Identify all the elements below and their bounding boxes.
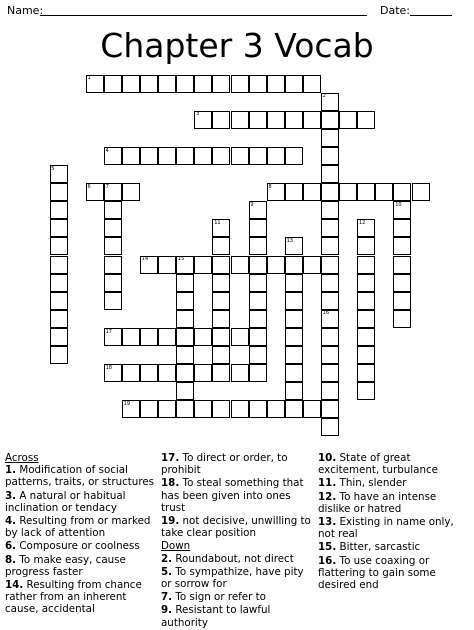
grid-cell[interactable] <box>321 165 339 183</box>
grid-cell[interactable] <box>321 382 339 400</box>
grid-cell[interactable] <box>122 183 140 201</box>
clue-number: 17. <box>161 452 180 464</box>
grid-cell[interactable] <box>176 75 194 93</box>
grid-cell[interactable] <box>50 219 68 237</box>
grid-cell[interactable] <box>249 75 267 93</box>
grid-number-label: 8 <box>268 183 272 190</box>
grid-cell[interactable] <box>104 219 122 237</box>
grid-cell[interactable] <box>104 274 122 292</box>
grid-cell[interactable] <box>249 237 267 255</box>
grid-cell[interactable] <box>321 201 339 219</box>
grid-cell[interactable] <box>285 382 303 400</box>
clue-text: To use coaxing or flattering to gain some desired end <box>318 554 436 592</box>
grid-cell[interactable] <box>176 382 194 400</box>
grid-cell[interactable] <box>285 292 303 310</box>
clue-text: State of great excitement, turbulance <box>318 452 438 477</box>
grid-cell[interactable] <box>249 274 267 292</box>
across-clue <box>161 515 315 539</box>
grid-cell[interactable] <box>321 237 339 255</box>
grid-cell[interactable] <box>140 147 158 165</box>
down-clue <box>318 541 470 553</box>
clue-text: Resistant to lawful authority <box>161 604 271 629</box>
clue-text: Composure or coolness <box>16 540 140 553</box>
grid-cell[interactable] <box>194 328 212 346</box>
grid-cell[interactable] <box>285 147 303 165</box>
grid-cell[interactable] <box>303 183 321 201</box>
grid-number-label: 10 <box>395 201 402 208</box>
clue-number: 13. <box>318 516 337 529</box>
grid-cell[interactable] <box>231 256 249 274</box>
grid-cell[interactable] <box>231 328 249 346</box>
grid-cell[interactable] <box>285 310 303 328</box>
across-clue <box>5 579 157 616</box>
grid-cell[interactable] <box>212 328 230 346</box>
grid-cell[interactable] <box>285 75 303 93</box>
grid-number-label: 9 <box>250 201 254 208</box>
grid-cell[interactable] <box>339 183 357 201</box>
grid-cell[interactable] <box>357 364 375 382</box>
grid-cell[interactable] <box>357 237 375 255</box>
clue-text: To have an intense dislike or hatred <box>318 490 437 515</box>
grid-cell[interactable] <box>321 111 339 129</box>
grid-cell[interactable] <box>176 310 194 328</box>
grid-cell[interactable] <box>267 256 285 274</box>
grid-number-label: 11 <box>214 219 221 226</box>
grid-cell[interactable] <box>357 328 375 346</box>
grid-cell[interactable] <box>285 328 303 346</box>
grid-cell[interactable] <box>393 237 411 255</box>
clue-number: 4. <box>5 515 17 528</box>
clue-number: 7. <box>161 591 173 604</box>
grid-cell[interactable] <box>176 292 194 310</box>
grid-number-label: 6 <box>87 183 91 190</box>
grid-cell[interactable] <box>249 256 267 274</box>
grid-cell[interactable] <box>194 256 212 274</box>
down-clue <box>161 553 315 565</box>
across-clue <box>5 515 157 539</box>
grid-cell[interactable] <box>212 346 230 364</box>
clue-text: Roundabout, not direct <box>172 552 294 565</box>
grid-cell[interactable] <box>158 400 176 418</box>
across-heading: Across <box>5 452 39 464</box>
grid-cell[interactable] <box>212 75 230 93</box>
grid-cell[interactable] <box>104 237 122 255</box>
across-clue <box>5 490 157 514</box>
grid-cell[interactable] <box>375 183 393 201</box>
down-clue <box>318 452 470 476</box>
grid-cell[interactable] <box>50 237 68 255</box>
grid-cell[interactable] <box>339 111 357 129</box>
grid-cell[interactable] <box>249 364 267 382</box>
grid-cell[interactable] <box>285 183 303 201</box>
across-clue <box>5 464 157 488</box>
grid-cell[interactable] <box>393 219 411 237</box>
grid-cell[interactable] <box>357 183 375 201</box>
clue-text: To direct or order, to prohibit <box>161 452 288 477</box>
down-clue <box>318 555 470 592</box>
clue-number: 11. <box>318 477 337 490</box>
clue-number: 3. <box>5 489 17 502</box>
down-clue-list-continued <box>318 452 470 591</box>
grid-cell[interactable] <box>393 256 411 274</box>
grid-cell[interactable] <box>249 328 267 346</box>
clues-column-middle <box>161 452 315 630</box>
clue-number: 6. <box>5 540 17 553</box>
grid-cell[interactable] <box>104 75 122 93</box>
page-title: Chapter 3 Vocab <box>100 26 374 65</box>
down-clue <box>161 591 315 603</box>
clue-number: 14. <box>5 579 24 592</box>
grid-cell[interactable] <box>50 292 68 310</box>
grid-cell[interactable] <box>212 310 230 328</box>
grid-cell[interactable] <box>176 328 194 346</box>
grid-cell[interactable] <box>249 111 267 129</box>
grid-cell[interactable] <box>321 292 339 310</box>
clue-number: 18. <box>161 477 180 490</box>
clue-text: Bitter, sarcastic <box>336 541 421 554</box>
grid-cell[interactable] <box>50 328 68 346</box>
grid-cell[interactable] <box>50 256 68 274</box>
grid-cell[interactable] <box>122 147 140 165</box>
clue-number: 9. <box>161 604 173 617</box>
grid-cell[interactable] <box>321 364 339 382</box>
grid-cell[interactable] <box>104 201 122 219</box>
grid-cell[interactable] <box>285 256 303 274</box>
grid-cell[interactable] <box>212 400 230 418</box>
grid-cell[interactable] <box>321 328 339 346</box>
grid-cell[interactable] <box>231 111 249 129</box>
grid-cell[interactable] <box>122 328 140 346</box>
clue-text: To sign or refer to <box>172 591 266 604</box>
grid-cell[interactable] <box>393 274 411 292</box>
grid-cell[interactable] <box>357 292 375 310</box>
grid-cell[interactable] <box>231 75 249 93</box>
grid-number-label: 13 <box>286 238 293 244</box>
grid-number-label: 5 <box>51 165 55 172</box>
grid-cell[interactable] <box>212 111 230 129</box>
clue-text: To steal something that has been given into ones trust <box>161 477 304 514</box>
clue-text: To make easy, cause progress faster <box>5 553 126 578</box>
grid-cell[interactable] <box>249 292 267 310</box>
grid-cell[interactable] <box>393 183 411 201</box>
grid-cell[interactable] <box>321 418 339 436</box>
grid-cell[interactable] <box>357 310 375 328</box>
grid-cell[interactable] <box>321 183 339 201</box>
grid-cell[interactable] <box>357 382 375 400</box>
grid-cell[interactable] <box>249 400 267 418</box>
grid-cell[interactable] <box>285 346 303 364</box>
grid-number-label: 18 <box>105 364 112 371</box>
grid-number-label: 3 <box>196 111 200 118</box>
grid-cell[interactable] <box>50 274 68 292</box>
grid-number-label: 16 <box>322 310 330 317</box>
down-clue-list <box>161 553 315 629</box>
grid-cell[interactable] <box>194 364 212 382</box>
grid-cell[interactable] <box>176 400 194 418</box>
grid-cell[interactable] <box>50 201 68 219</box>
down-clue <box>161 604 315 628</box>
grid-cell[interactable] <box>176 274 194 292</box>
down-heading: Down <box>161 540 191 553</box>
grid-cell[interactable] <box>267 147 285 165</box>
grid-cell[interactable] <box>303 256 321 274</box>
clue-number: 5. <box>161 565 173 578</box>
grid-cell[interactable] <box>303 111 321 129</box>
clues-section <box>0 452 474 629</box>
grid-cell[interactable] <box>285 274 303 292</box>
grid-cell[interactable] <box>50 346 68 364</box>
grid-cell[interactable] <box>212 364 230 382</box>
grid-cell[interactable] <box>321 256 339 274</box>
clue-number: 16. <box>318 554 337 567</box>
grid-number-label: 2 <box>322 93 326 100</box>
grid-cell[interactable] <box>321 129 339 147</box>
grid-cell[interactable] <box>212 237 230 255</box>
grid-cell[interactable] <box>249 219 267 237</box>
grid-cell[interactable] <box>321 346 339 364</box>
grid-cell[interactable] <box>176 346 194 364</box>
clues-column-right <box>318 452 470 592</box>
grid-cell[interactable] <box>158 147 176 165</box>
grid-cell[interactable] <box>212 274 230 292</box>
clue-text: not decisive, unwilling to take clear position <box>161 515 311 540</box>
across-clue <box>161 452 315 476</box>
grid-cell[interactable] <box>357 274 375 292</box>
grid-cell[interactable] <box>321 147 339 165</box>
across-clues-column <box>5 452 157 617</box>
grid-number-label: 14 <box>141 256 149 263</box>
grid-number-label: 15 <box>178 256 185 263</box>
grid-cell[interactable] <box>140 328 158 346</box>
grid-cell[interactable] <box>231 400 249 418</box>
date-label: Date: <box>380 4 410 17</box>
grid-cell[interactable] <box>194 75 212 93</box>
grid-number-label: 4 <box>105 147 109 154</box>
grid-cell[interactable] <box>357 256 375 274</box>
grid-cell[interactable] <box>212 147 230 165</box>
grid-cell[interactable] <box>267 111 285 129</box>
grid-cell[interactable] <box>321 274 339 292</box>
down-clue <box>318 491 470 515</box>
clue-text: To sympathize, have pity or sorrow for <box>161 565 304 591</box>
grid-cell[interactable] <box>267 400 285 418</box>
grid-cell[interactable] <box>50 183 68 201</box>
down-clue <box>318 477 470 489</box>
across-clue <box>5 554 157 578</box>
name-label: Name: <box>7 4 44 17</box>
grid-cell[interactable] <box>158 256 176 274</box>
grid-cell[interactable] <box>158 364 176 382</box>
grid-cell[interactable] <box>321 219 339 237</box>
grid-number-label: 1 <box>87 75 91 82</box>
grid-cell[interactable] <box>321 400 339 418</box>
down-clue <box>318 516 470 540</box>
grid-cell[interactable] <box>267 75 285 93</box>
grid-number-label: 7 <box>105 183 109 190</box>
clue-text: Resulting from chance rather from an inherent cause, accidental <box>5 579 142 616</box>
grid-cell[interactable] <box>104 256 122 274</box>
grid-cell[interactable] <box>212 256 230 274</box>
grid-number-label: 19 <box>123 400 131 407</box>
across-clue-list-continued <box>161 452 315 539</box>
clue-text: A natural or habitual inclination or tendacy <box>5 489 126 514</box>
clue-text: Existing in name only, not real <box>318 516 454 541</box>
grid-cell[interactable] <box>357 111 375 129</box>
clue-number: 10. <box>318 452 337 464</box>
clue-text: Thin, slender <box>336 477 407 490</box>
across-clue <box>161 477 315 514</box>
grid-cell[interactable] <box>285 400 303 418</box>
grid-cell[interactable] <box>285 364 303 382</box>
grid-cell[interactable] <box>140 364 158 382</box>
grid-cell[interactable] <box>231 364 249 382</box>
grid-cell[interactable] <box>140 400 158 418</box>
clue-number: 1. <box>5 464 17 477</box>
grid-cell[interactable] <box>158 75 176 93</box>
grid-cell[interactable] <box>194 147 212 165</box>
grid-cell[interactable] <box>158 328 176 346</box>
grid-cell[interactable] <box>249 310 267 328</box>
grid-cell[interactable] <box>194 400 212 418</box>
grid-cell[interactable] <box>303 75 321 93</box>
clue-text: Resulting from or marked by lack of attention <box>5 515 151 540</box>
grid-cell[interactable] <box>212 292 230 310</box>
grid-cell[interactable] <box>50 310 68 328</box>
down-clue <box>161 566 315 590</box>
clue-number: 8. <box>5 553 17 566</box>
grid-cell[interactable] <box>249 147 267 165</box>
grid-cell[interactable] <box>303 400 321 418</box>
clue-number: 15. <box>318 541 337 554</box>
clue-number: 12. <box>318 490 337 503</box>
grid-cell[interactable] <box>393 292 411 310</box>
grid-cell[interactable] <box>140 75 158 93</box>
clue-number: 2. <box>161 552 173 565</box>
clue-text: Modification of social patterns, traits, or structures <box>5 464 155 489</box>
grid-cell[interactable] <box>122 364 140 382</box>
grid-cell[interactable] <box>357 346 375 364</box>
grid-cell[interactable] <box>104 292 122 310</box>
grid-cell[interactable] <box>176 364 194 382</box>
grid-cell[interactable] <box>122 75 140 93</box>
across-clue <box>5 540 157 552</box>
grid-number-label: 17 <box>105 328 112 335</box>
grid-cell[interactable] <box>176 147 194 165</box>
grid-cell[interactable] <box>231 147 249 165</box>
grid-cell[interactable] <box>393 310 411 328</box>
grid-cell[interactable] <box>285 111 303 129</box>
grid-cell[interactable] <box>249 346 267 364</box>
clue-number: 19. <box>161 515 180 528</box>
across-clue-list <box>5 464 157 615</box>
grid-cell[interactable] <box>412 183 430 201</box>
grid-number-label: 12 <box>359 219 366 226</box>
